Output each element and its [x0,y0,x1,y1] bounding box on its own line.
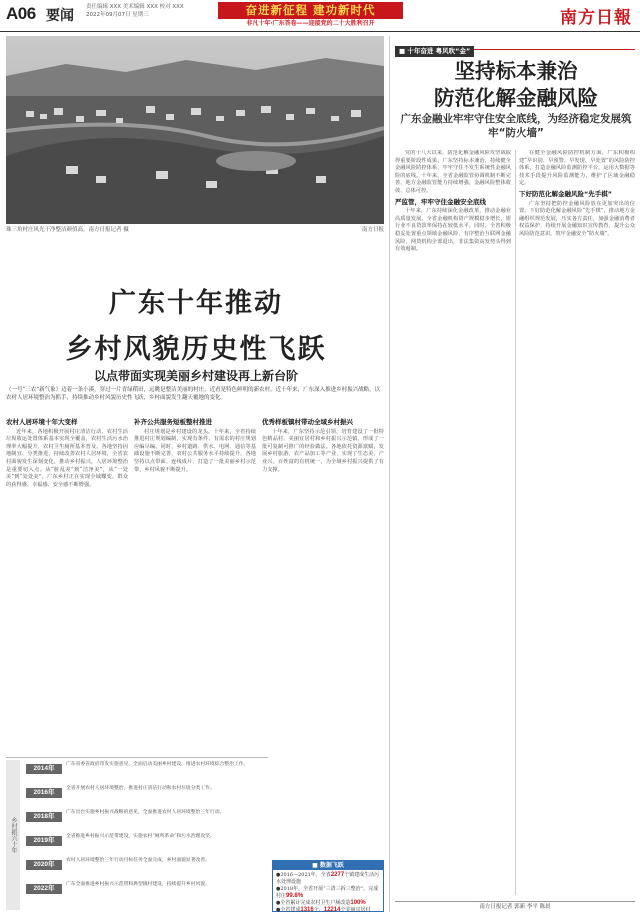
timeline-text: 广东全面推进乡村振兴示范带和典型镇村建设，持续提升乡村风貌。 [66,882,210,887]
editor-meta: 责任编辑 XXX 美术编辑 XXX 校对 XXX [86,4,184,10]
edition-meta [86,4,216,19]
data-highlights-box [272,860,384,912]
article-column-3 [262,416,384,856]
right-column-2 [519,150,635,895]
tag-label: ■ 十年奋进 粤风吹“金” [395,46,474,57]
page-header [0,0,640,32]
column-subhead: 补齐公共服务短板整村推进 [134,418,212,426]
column-text: 广东坚持把防控金融风险放在更加突出的位置，下好防范化解金融风险“先手棋”，推动地方金融组织规范发展，压实各方责任，加强金融消费者权益保护，持续开展金融知识宣传教育，提升公众风险防范意识，筑牢金融安全“防火墙”。 [519,200,635,237]
timeline-item [26,810,266,828]
data-text: 个镇建成生活污水处理设施 [276,872,380,885]
column-divider [515,150,516,895]
column-subhead: 严监管，牢牢守住金融安全底线 [395,197,486,206]
column-text: 在健全金融风险防控机制方面，广东积极构建“早识别、早预警、早发现、早处置”的风险防控体系，打造金融风险监测防控平台，运用大数据等技术手段提升风险监测能力，维护了区域金融稳定。 [519,150,635,187]
timeline-year: 2016年 [26,788,62,798]
timeline-text: 广东出台实施乡村振兴战略的意见，全面推进农村人居环境整治三年行动。 [66,810,225,815]
timeline-year: 2022年 [26,884,62,894]
timeline-year: 2018年 [26,812,62,822]
column-text: 近年来，各地积极开展村庄清洁行动，农村生活垃圾收运处置体系基本实现全覆盖，农村生活污水治理率大幅提升，农村卫生厕所基本普及。各地坚持因地制宜、分类推进，持续改善农村人居环境，全省农村面貌发生深刻变化。推动乡村振兴，人居环境整治是重要切入点。从“脏乱差”到“洁净美”，从“一处美”到“处处美”，广东乡村正在实现全域蝶变。群众的获得感、幸福感、安全感不断增强。 [6,428,128,488]
timeline-item [26,858,266,876]
right-byline: 南方日报记者 郭新 李平 陈晨 [395,901,635,912]
timeline-item [26,762,266,780]
column-subhead: 下好防范化解金融风险“先手棋” [519,189,613,198]
timeline-year: 2020年 [26,860,62,870]
timeline-box [6,757,268,912]
article-lead: （一号“三农”新气象）迈着一条小溪，穿过一片青绿稻田，远眺是整洁美丽的村庄，近看是特色鲜明的新农村。近十年来，广东深入推进乡村振兴战略，以农村人居环境整治为抓手，持续推动乡村风貌历史性飞跃，乡村面貌发生翻天覆地的变化。 [6,387,381,401]
data-text: ●全省建成 [276,907,301,913]
column-text: 村庄规划是乡村建设的龙头。十年来，全省持续推进村庄规划编制，实现有条件、有需求的村庄规划应编尽编。同时，乡村道路、供水、电网、通信等基础设施不断完善，农村公共服务水平持续提升。各地坚持以点带面、连线成片，打造了一批美丽乡村示范带，乡村风貌不断提升。 [134,428,256,473]
data-text: 个美丽宜居村 [340,907,371,913]
column-subhead: 优秀样板镇村带动全域乡村振兴 [262,418,353,426]
right-article-tag [395,38,635,55]
photo-credit: 南方日报 [361,227,384,233]
timeline-text: 全省开展农村人居环境整治，推进村庄清洁行动和农村垃圾分类工作。 [66,786,215,791]
data-line [276,886,380,900]
article-column-1 [6,416,128,752]
data-text: ●全省累计完成农村卫生户厕改造 [276,900,351,906]
right-column-1 [395,150,511,895]
right-headline [398,58,634,112]
right-headline-line2: 防范化解金融风险 [434,86,598,110]
page-number: A06 [6,4,36,23]
timeline-year: 2019年 [26,836,62,846]
databox-title: ■ 数据飞跃 [273,861,383,870]
data-number: 12214 [323,907,341,913]
column-subhead: 农村人居环境十年大变样 [6,418,78,426]
timeline-text: 广东省委省政府印发实施意见，全面启动美丽乡村建设，推进农村环境综合整治工作。 [66,762,249,767]
banner-subtitle: 非凡十年·广东答卷——迎接党的二十大胜利召开 [246,20,375,27]
banner-title: 奋进新征程 建功新时代 [218,2,403,19]
data-line [276,900,380,907]
timeline-item [26,834,266,852]
main-subheadline: 以点带面实现美丽乡村建设再上新台阶 [93,369,298,383]
right-subheadline: 广东金融业牢牢守住安全底线，为经济稳定发展筑牢“防火墙” [400,113,632,139]
timeline-text: 农村人居环境整治三年行动目标任务全面完成，乡村面貌显著改善。 [66,858,210,863]
data-text: ●2018年，全省开展“三清三拆三整治”，完成村庄 [276,886,379,899]
data-text: 个、 [313,907,324,913]
column-divider [389,36,390,912]
data-number: 2277 [330,872,345,878]
main-headline-line1: 广东十年推动 [109,288,283,319]
edition-date: 2022年09月07日 星期三 [86,11,149,18]
caption-text: 珠三角村庄风光干净整洁颜值高。南方日报记者 摄 [6,227,129,233]
village-aerial-photo [6,36,384,224]
main-photo [6,36,384,224]
timeline-side-label: 乡村振兴十年 [6,760,20,910]
timeline-text: 全省推进乡村振兴示范带建设，实施农村“厕所革命”和污水治理攻坚。 [66,834,215,839]
timeline-item [26,882,266,900]
column-text: 十年来，广东持续深化金融改革，推动金融业高质量发展。全省金融机构资产规模稳步增长，银行业不良贷款率保持在较低水平。同时，全省积极稳妥处置重点领域金融风险，有序整治互联网金融风险，网贷机构全部退出，非法集资高发势头得到有效遏制。 [395,208,511,253]
right-headline-line1: 坚持标本兼治 [454,59,578,83]
timeline-year: 2014年 [26,764,62,774]
column-text: 十年来，广东坚持示范引领，培育建设了一批特色精品村、美丽宜居村和乡村振兴示范镇，形成了一批可复制可推广的经验做法。各地依托资源禀赋，发展乡村旅游、农产品加工等产业，实现了生态美、产业兴、百姓富的有机统一，为全域乡村振兴提供了有力支撑。 [262,428,384,473]
photo-caption [6,225,384,233]
data-text: ●2016—2021年，全省 [276,872,331,878]
section-name: 要闻 [46,8,74,24]
data-line [276,872,380,886]
newspaper-logo: 南方日報 [560,8,632,28]
timeline-item [26,786,266,804]
main-headline-line2: 乡村风貌历史性飞跃 [65,334,327,365]
data-number: 1316 [300,907,314,913]
data-line [276,907,380,914]
data-number: 99.8% [286,893,304,899]
theme-banner [218,2,403,30]
databox-body [273,870,383,916]
column-text: 党的十八大以来，防范化解金融风险攻坚战取得重要阶段性成果，广东坚持标本兼治，持续健全金融风险防控体系，牢牢守住不发生系统性金融风险的底线。十年来，全省金融监管协调机制不断完善，地方金融监管能力持续增强，金融风险整体收敛、总体可控。 [395,150,511,194]
data-number: 100% [350,900,366,906]
